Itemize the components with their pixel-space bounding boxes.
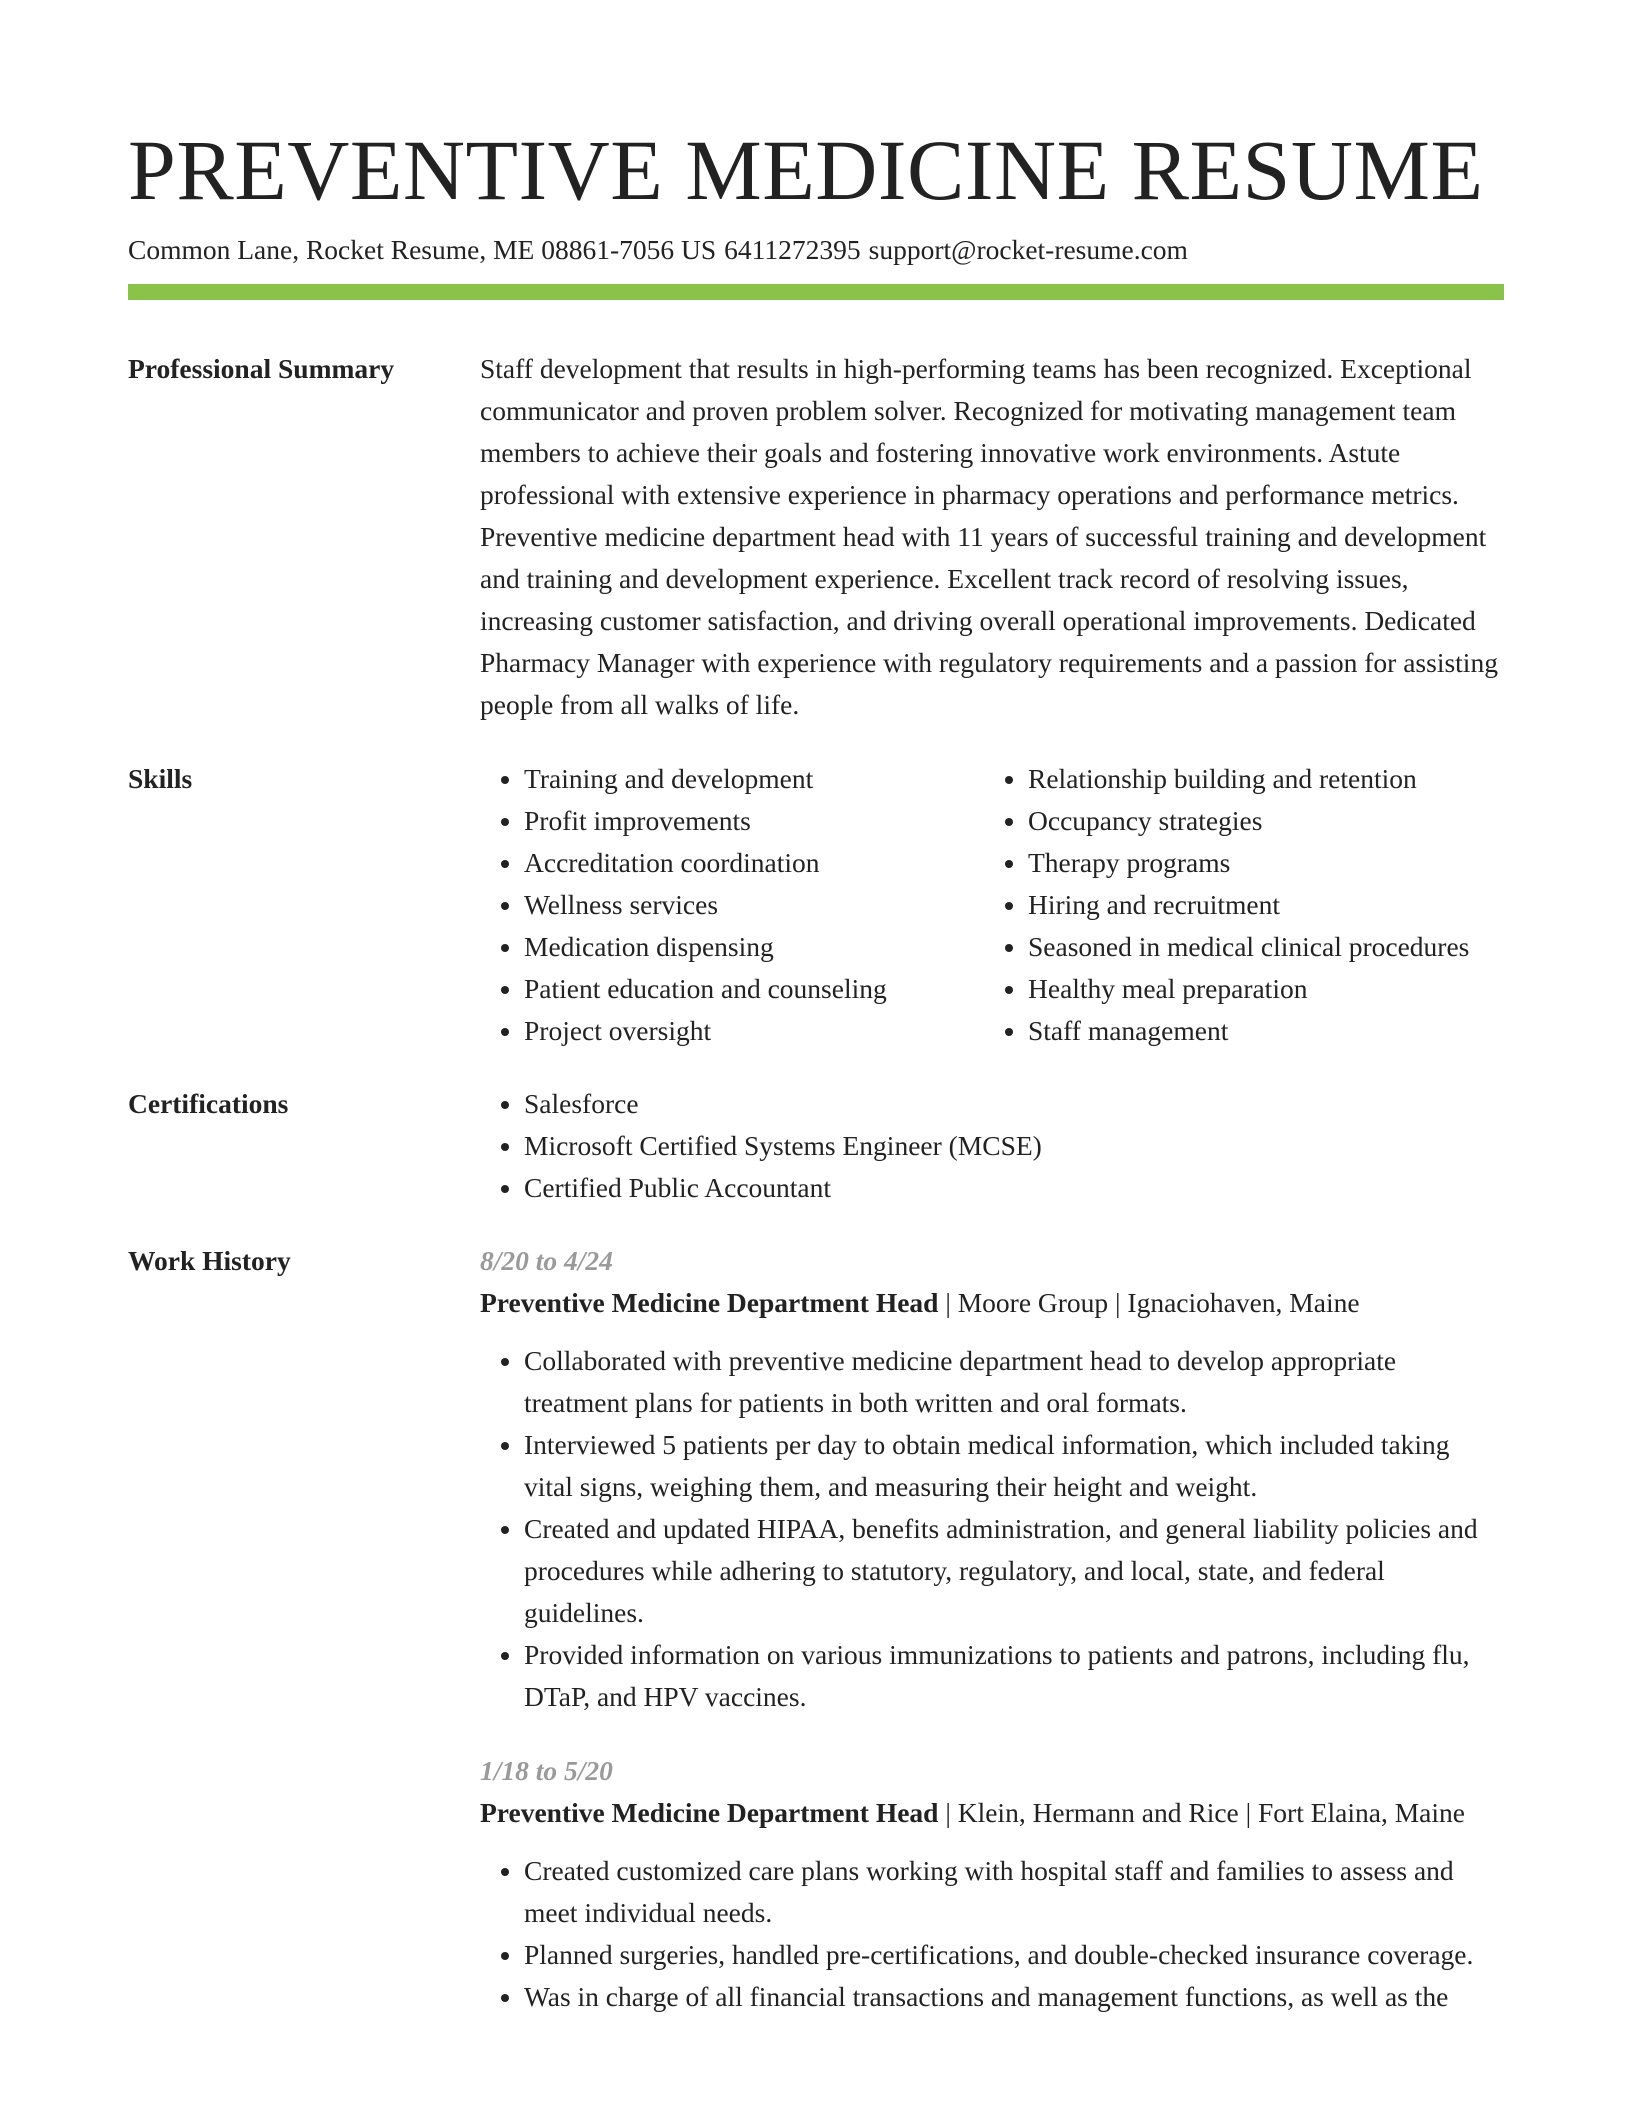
skill-item: • Relationship building and retention: [1028, 758, 1504, 800]
contact-email: support@rocket-resume.com: [868, 234, 1188, 265]
skill-item: • Seasoned in medical clinical procedures: [1028, 926, 1504, 968]
resume-title: PREVENTIVE MEDICINE RESUME: [128, 122, 1484, 218]
job-details: | Moore Group | Ignaciohaven, Maine: [938, 1287, 1360, 1318]
skills-list-left: [480, 758, 984, 1052]
skill-item: • Hiring and recruitment: [1028, 884, 1504, 926]
skill-item: • Accreditation coordination: [524, 842, 984, 884]
certifications-section: [128, 1083, 1504, 1209]
job-bullet: • Created and updated HIPAA, benefits administration, and general liability policies and procedures while adhering to statutory, regulatory, and local, state, and federal guidelines.: [524, 1508, 1504, 1634]
certifications-heading: Certifications: [128, 1088, 289, 1119]
job-heading-line: [480, 1792, 1504, 1834]
accent-divider: [128, 284, 1504, 300]
certifications-body: [480, 1083, 1504, 1209]
skill-item: • Therapy programs: [1028, 842, 1504, 884]
job-dates: 8/20 to 4/24: [480, 1245, 613, 1276]
skill-item: • Occupancy strategies: [1028, 800, 1504, 842]
skill-item: • Project oversight: [524, 1010, 984, 1052]
skill-item: • Staff management: [1028, 1010, 1504, 1052]
skills-section: [128, 758, 1504, 1052]
summary-heading: Professional Summary: [128, 353, 395, 384]
job-bullet: • Provided information on various immunizations to patients and patrons, including flu, DTaP, and HPV vaccines.: [524, 1634, 1504, 1718]
work-history-heading: Work History: [128, 1245, 291, 1276]
job-bullet: • Collaborated with preventive medicine department head to develop appropriate treatment plans for patients in both written and oral formats.: [524, 1340, 1504, 1424]
skill-item: • Training and development: [524, 758, 984, 800]
job-title: Preventive Medicine Department Head: [480, 1797, 939, 1828]
job-bullet: • Was in charge of all financial transactions and management functions, as well as the: [524, 1976, 1504, 2018]
job-details: | Klein, Hermann and Rice | Fort Elaina, Maine: [938, 1797, 1465, 1828]
skill-item: • Profit improvements: [524, 800, 984, 842]
contact-phone: 6411272395: [724, 234, 861, 265]
certification-item: • Salesforce: [524, 1083, 1504, 1125]
contact-address: Common Lane, Rocket Resume, ME 08861-7056 US: [128, 234, 717, 265]
summary-section: [128, 348, 1504, 726]
certification-item: • Microsoft Certified Systems Engineer (MCSE): [524, 1125, 1504, 1167]
skills-columns: [480, 758, 1504, 1052]
skill-item: • Wellness services: [524, 884, 984, 926]
skill-item: • Medication dispensing: [524, 926, 984, 968]
skill-item: • Healthy meal preparation: [1028, 968, 1504, 1010]
job-entry: [480, 1240, 1504, 1718]
job-bullet: • Planned surgeries, handled pre-certifications, and double-checked insurance coverage.: [524, 1934, 1504, 1976]
work-history-section: [128, 1240, 1504, 2018]
skills-heading: Skills: [128, 763, 193, 794]
resume-page: [128, 118, 1504, 2018]
contact-line: [128, 232, 1504, 268]
summary-text: Staff development that results in high-performing teams has been recognized. Exceptional communicator and proven problem solver. Recognized for motivating management team members to achieve their goals and fostering innovative work environments. Astute professional with extensive experience in pharmacy operations and performance metrics. Preventive medicine department head with 11 years of successful training and development and training and development experience. Excellent track record of resolving issues, increasing customer satisfaction, and driving overall operational improvements. Dedicated Pharmacy Manager with experience with regulatory requirements and a passion for assisting people from all walks of life.: [480, 353, 1498, 720]
skill-item: • Patient education and counseling: [524, 968, 984, 1010]
job-bullets: [480, 1850, 1504, 2018]
job-bullet: • Created customized care plans working with hospital staff and families to assess and meet individual needs.: [524, 1850, 1504, 1934]
work-history-body: [480, 1240, 1504, 2018]
job-title: Preventive Medicine Department Head: [480, 1287, 939, 1318]
job-bullets: [480, 1340, 1504, 1718]
job-heading-line: [480, 1282, 1504, 1324]
job-entry: [480, 1750, 1504, 2018]
skills-list-right: [984, 758, 1504, 1052]
certification-item: • Certified Public Accountant: [524, 1167, 1504, 1209]
job-bullet: • Interviewed 5 patients per day to obtain medical information, which included taking vital signs, weighing them, and measuring their height and weight.: [524, 1424, 1504, 1508]
certifications-list: [480, 1083, 1504, 1209]
job-dates: 1/18 to 5/20: [480, 1755, 613, 1786]
